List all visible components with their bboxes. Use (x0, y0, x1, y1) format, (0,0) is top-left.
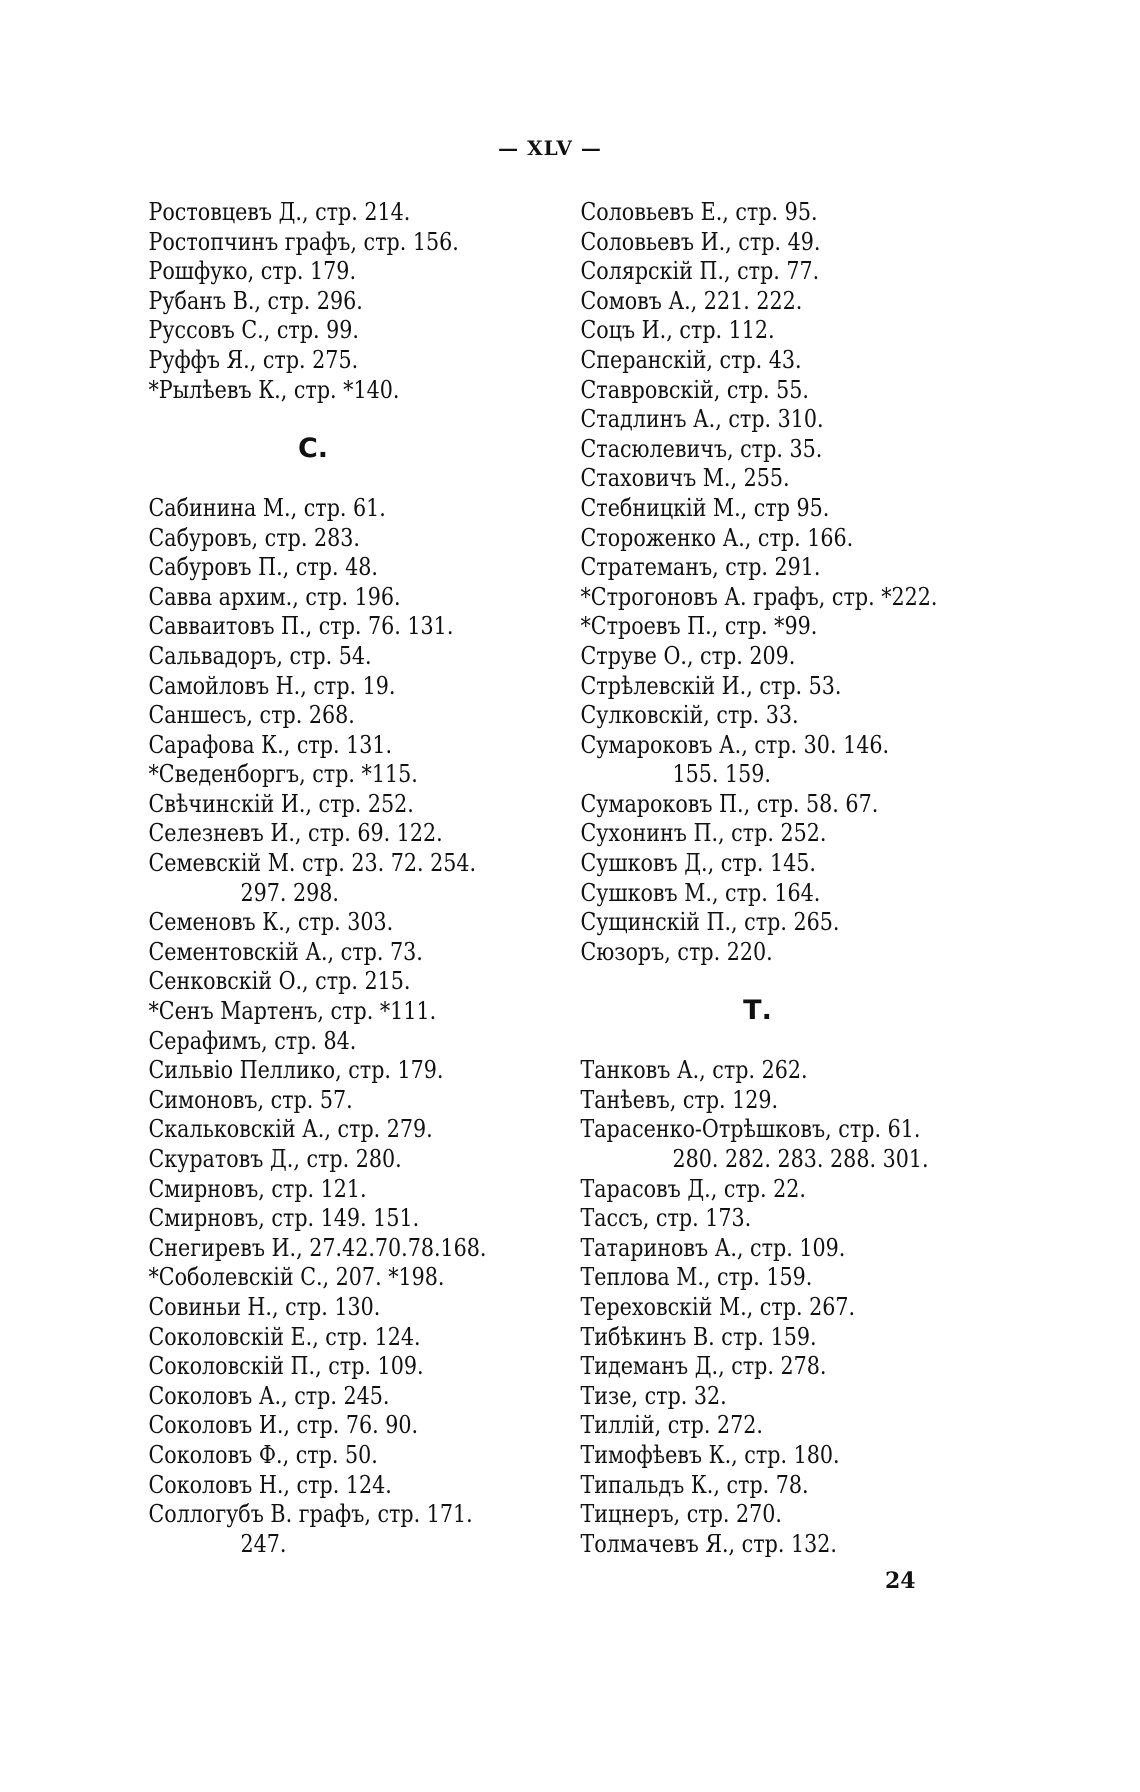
index-entry: Самойловъ Н., стр. 19. (148, 671, 396, 700)
index-entry: Тереховскій М., стр. 267. (580, 1292, 856, 1321)
index-entry: Тидеманъ Д., стр. 278. (580, 1352, 827, 1381)
index-entry-continuation: 280. 282. 283. 288. 301. (672, 1145, 929, 1174)
index-entry: Танковъ А., стр. 262. (580, 1056, 808, 1085)
index-entry: Тиллій, стр. 272. (580, 1411, 763, 1440)
index-entry-continuation: 247. (240, 1529, 287, 1558)
index-entry: Соколовъ Н., стр. 124. (148, 1470, 392, 1499)
index-entry: Руффъ Я., стр. 275. (148, 345, 359, 374)
index-entry: Ставровскій, стр. 55. (580, 375, 809, 404)
index-entry: Сальвадоръ, стр. 54. (148, 641, 372, 670)
index-entry: Савваитовъ П., стр. 76. 131. (148, 612, 454, 641)
index-entry: Савва архим., стр. 196. (148, 582, 401, 611)
index-entry: Симоновъ, стр. 57. (148, 1085, 353, 1114)
index-entry: Ростопчинъ графъ, стр. 156. (148, 227, 459, 256)
index-entry: *Сенъ Мартенъ, стр. *111. (148, 997, 437, 1026)
index-entry: Танѣевъ, стр. 129. (580, 1085, 779, 1114)
index-entry: Соколовъ И., стр. 76. 90. (148, 1411, 419, 1440)
index-entry: Соколовскій П., стр. 109. (148, 1352, 424, 1381)
index-entry: Стратеманъ, стр. 291. (580, 553, 821, 582)
index-entry: Сомовъ А., 221. 222. (580, 286, 803, 315)
index-entry: Сперанскій, стр. 43. (580, 345, 802, 374)
signature-mark: 24 (885, 1568, 916, 1594)
index-entry: Скуратовъ Д., стр. 280. (148, 1145, 402, 1174)
index-entry: Смирновъ, стр. 121. (148, 1174, 367, 1203)
index-entry: Руссовъ С., стр. 99. (148, 316, 359, 345)
index-entry: Сильвіо Пеллико, стр. 179. (148, 1056, 444, 1085)
index-column-right (565, 198, 1015, 1559)
index-entry: Солярскій П., стр. 77. (580, 257, 820, 286)
index-entry-continuation: 155. 159. (672, 760, 771, 789)
section-heading: С. (297, 433, 329, 465)
index-entry: Стебницкій М., стр 95. (580, 493, 830, 522)
index-entry: Сумароковъ А., стр. 30. 146. (580, 730, 890, 759)
index-entry: Стаховичъ М., 255. (580, 464, 790, 493)
index-entry: Тицнеръ, стр. 270. (580, 1500, 782, 1529)
index-entry: Сабинина М., стр. 61. (148, 493, 386, 522)
index-entry: Селезневъ И., стр. 69. 122. (148, 819, 443, 848)
index-entry: *Соболевскій С., 207. *198. (148, 1263, 445, 1292)
index-entry: Саншесъ, стр. 268. (148, 701, 355, 730)
index-entry: *Строгоновъ А. графъ, стр. *222. (580, 582, 938, 611)
index-entry: Тассъ, стр. 173. (580, 1204, 752, 1233)
index-entry: *Строевъ П., стр. *99. (580, 612, 818, 641)
index-entry: Серафимъ, стр. 84. (148, 1026, 357, 1055)
index-entry: Стрѣлевскій И., стр. 53. (580, 671, 842, 700)
index-entry: Сенковскій О., стр. 215. (148, 967, 411, 996)
index-entry: Сабуровъ, стр. 283. (148, 523, 360, 552)
index-entry: Тарасовъ Д., стр. 22. (580, 1174, 806, 1203)
index-entry: Смирновъ, стр. 149. 151. (148, 1204, 420, 1233)
index-entry: Стадлинъ А., стр. 310. (580, 405, 824, 434)
index-entry: Теплова М., стр. 159. (580, 1263, 813, 1292)
index-entry: Сулковскій, стр. 33. (580, 701, 799, 730)
index-entry: Соллогубъ В. графъ, стр. 171. (148, 1500, 473, 1529)
index-entry: *Рылѣевъ К., стр. *140. (148, 375, 400, 404)
index-entry: Соколовскій Е., стр. 124. (148, 1322, 421, 1351)
index-entry: Сементовскій А., стр. 73. (148, 937, 423, 966)
index-entry: Соколовъ Ф., стр. 50. (148, 1440, 378, 1469)
index-entry: Соколовъ А., стр. 245. (148, 1381, 390, 1410)
index-entry: *Сведенборгъ, стр. *115. (148, 760, 418, 789)
index-entry: Тизе, стр. 32. (580, 1381, 727, 1410)
index-entry: Типальдъ К., стр. 78. (580, 1470, 809, 1499)
index-entry-continuation: 297. 298. (240, 878, 339, 907)
index-entry: Снегиревъ И., 27.42.70.78.168. (148, 1233, 487, 1262)
index-entry: Стороженко А., стр. 166. (580, 523, 854, 552)
index-entry: Тибѣкинъ В. стр. 159. (580, 1322, 817, 1351)
index-entry: Ростовцевъ Д., стр. 214. (148, 198, 411, 226)
index-entry: Рубанъ В., стр. 296. (148, 286, 363, 315)
index-entry: Тарасенко-Отрѣшковъ, стр. 61. (580, 1115, 921, 1144)
index-entry: Соловьевъ И., стр. 49. (580, 227, 821, 256)
index-entry: Сухонинъ П., стр. 252. (580, 819, 827, 848)
index-entry: Сарафова К., стр. 131. (148, 730, 393, 759)
index-entry: Сюзоръ, стр. 220. (580, 937, 773, 966)
index-column-left (133, 198, 563, 1559)
index-entry: Сущинскій П., стр. 265. (580, 908, 840, 937)
index-entry: Сабуровъ П., стр. 48. (148, 553, 378, 582)
index-entry: Семеновъ К., стр. 303. (148, 908, 394, 937)
index-entry: Рошфуко, стр. 179. (148, 257, 357, 286)
index-entry: Семевскій М. стр. 23. 72. 254. (148, 849, 477, 878)
index-entry: Струве О., стр. 209. (580, 641, 796, 670)
index-entry: Сушковъ М., стр. 164. (580, 878, 821, 907)
index-entry: Соцъ И., стр. 112. (580, 316, 775, 345)
index-entry: Сушковъ Д., стр. 145. (580, 849, 816, 878)
section-heading: Т. (743, 995, 772, 1027)
index-entry: Татариновъ А., стр. 109. (580, 1233, 846, 1262)
index-entry: Совиньи Н., стр. 130. (148, 1292, 381, 1321)
page-number: — XLV — (498, 136, 602, 160)
index-entry: Стасюлевичъ, стр. 35. (580, 434, 823, 463)
index-entry: Сумароковъ П., стр. 58. 67. (580, 789, 879, 818)
index-entry: Свѣчинскій И., стр. 252. (148, 789, 414, 818)
index-entry: Скальковскій А., стр. 279. (148, 1115, 433, 1144)
index-entry: Толмачевъ Я., стр. 132. (580, 1529, 837, 1558)
index-entry: Тимофѣевъ К., стр. 180. (580, 1440, 840, 1469)
index-entry: Соловьевъ Е., стр. 95. (580, 198, 818, 226)
